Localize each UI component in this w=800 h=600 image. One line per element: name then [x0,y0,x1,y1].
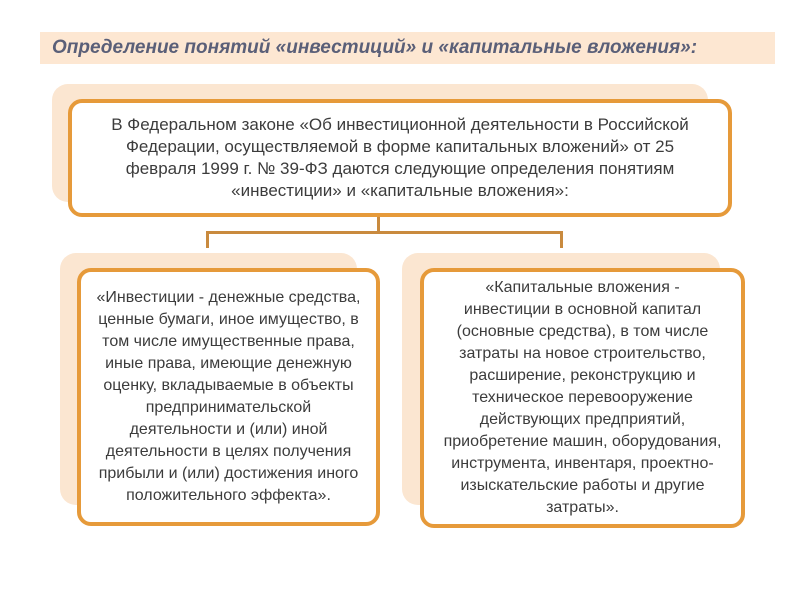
connector-left-drop [206,231,209,248]
page-title: Определение понятий «инвестиций» и «капитальные вложения»: [52,37,698,58]
law-reference-box [68,99,732,217]
capital-investments-definition-text: «Капитальные вложения - инвестиции в основной капитал (основные средства), в том числе затраты на новое строительство, расширение, реконструкцию и техническое перевооружение действующих предприятий, приобретение машин, оборудования, инструмента, инвентаря, проектно-изыскательские работы и другие затраты». [443,279,722,516]
investments-definition-text: «Инвестиции - денежные средства, ценные бумаги, иное имущество, в том числе имущественные права, иные права, имеющие денежную оценку, вкладываемые в объекты предпринимательской деятельности и (или) иной деятельности в целях получения прибыли и (или) достижения иного положительного эффекта». [96,289,361,504]
connector-trunk [377,217,380,232]
capital-investments-definition-box [420,268,745,528]
investments-definition-box [77,268,380,526]
connector-horizontal [206,231,563,234]
title-bar [40,32,775,64]
law-reference-text: В Федеральном законе «Об инвестиционной деятельности в Российской Федерации, осуществляемой в форме капитальных вложений» от 25 февраля 1999 г. № 39-ФЗ даются следующие определения понятиям «инвестиции» и «капитальные вложения»: [111,115,689,200]
connector-right-drop [560,231,563,248]
